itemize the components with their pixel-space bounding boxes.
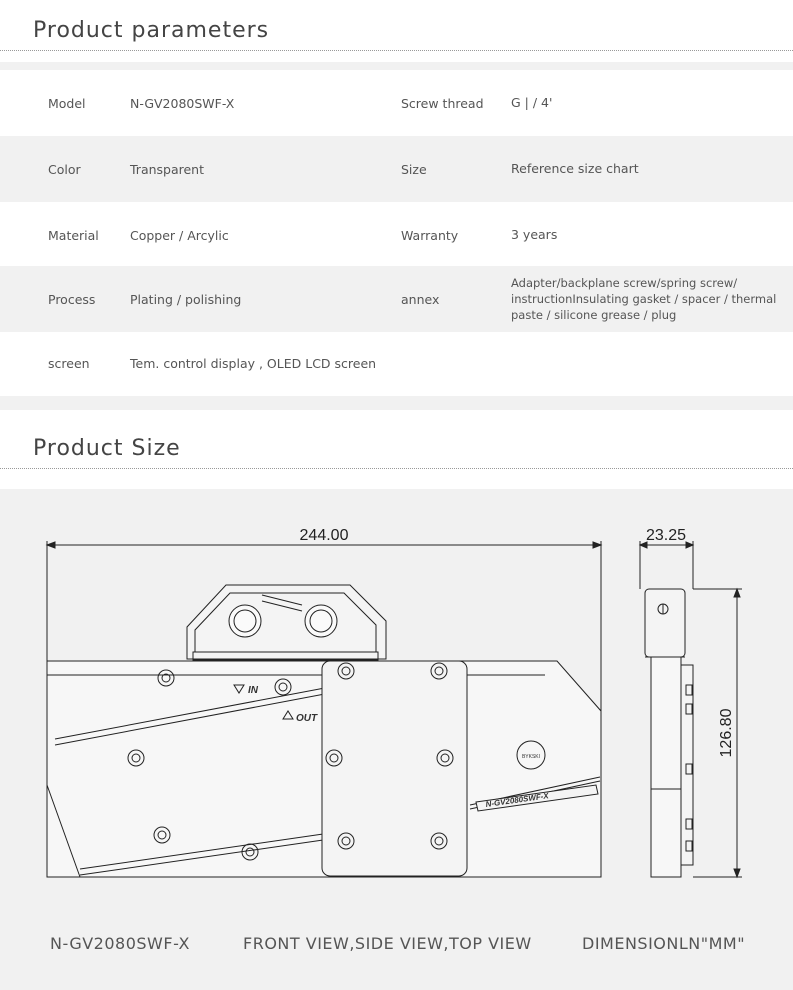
outlet-label: OUT — [296, 713, 318, 724]
param-label: Material — [48, 227, 99, 243]
length-dimension: 244.00 — [299, 527, 349, 544]
param-value: Tem. control display , OLED LCD screen — [130, 355, 377, 371]
inlet-label: IN — [248, 685, 258, 696]
param-label: Size — [401, 161, 427, 177]
table-bottom-band — [0, 396, 793, 410]
logo-mark: BYKSKI — [521, 754, 541, 760]
model-plate: N-GV2080SWF-X — [485, 791, 550, 809]
param-value: Copper / Arcylic — [130, 227, 229, 243]
param-value: Reference size chart — [511, 161, 639, 176]
param-value: Adapter/backplane screw/spring screw/ instructionInsulating gasket / spacer / thermal paste / silicone grease / plug — [511, 276, 777, 322]
param-row-screen — [0, 330, 793, 396]
height-dimension: 126.80 — [718, 708, 735, 758]
param-value: N-GV2080SWF-X — [130, 95, 235, 111]
thickness-dimension: 23.25 — [645, 527, 687, 544]
footer-model: N-GV2080SWF-X — [50, 934, 191, 953]
param-value: Plating / polishing — [130, 291, 242, 307]
param-label: Screw thread — [401, 95, 484, 111]
param-row-material — [0, 202, 793, 268]
param-label: Color — [48, 161, 81, 177]
param-label: Warranty — [401, 227, 459, 243]
dimension-drawing — [0, 489, 793, 990]
param-row-color — [0, 136, 793, 202]
size-title: Product Size — [33, 436, 181, 461]
param-label: screen — [48, 355, 90, 371]
footer-views: FRONT VIEW,SIDE VIEW,TOP VIEW — [243, 934, 532, 953]
param-value: G | / 4' — [511, 95, 553, 110]
title-divider — [0, 50, 793, 51]
param-value: Transparent — [130, 161, 205, 177]
size-title-divider — [0, 468, 793, 469]
parameters-table — [0, 62, 793, 410]
parameters-title: Product parameters — [33, 18, 270, 43]
footer-unit: DIMENSIONLN"MM" — [582, 934, 746, 953]
param-label: annex — [401, 291, 440, 307]
param-value: 3 years — [511, 227, 558, 242]
param-row-process — [0, 266, 793, 332]
param-label: Model — [48, 95, 86, 111]
table-top-band — [0, 62, 793, 70]
param-row-model — [0, 70, 793, 136]
param-label: Process — [48, 291, 96, 307]
